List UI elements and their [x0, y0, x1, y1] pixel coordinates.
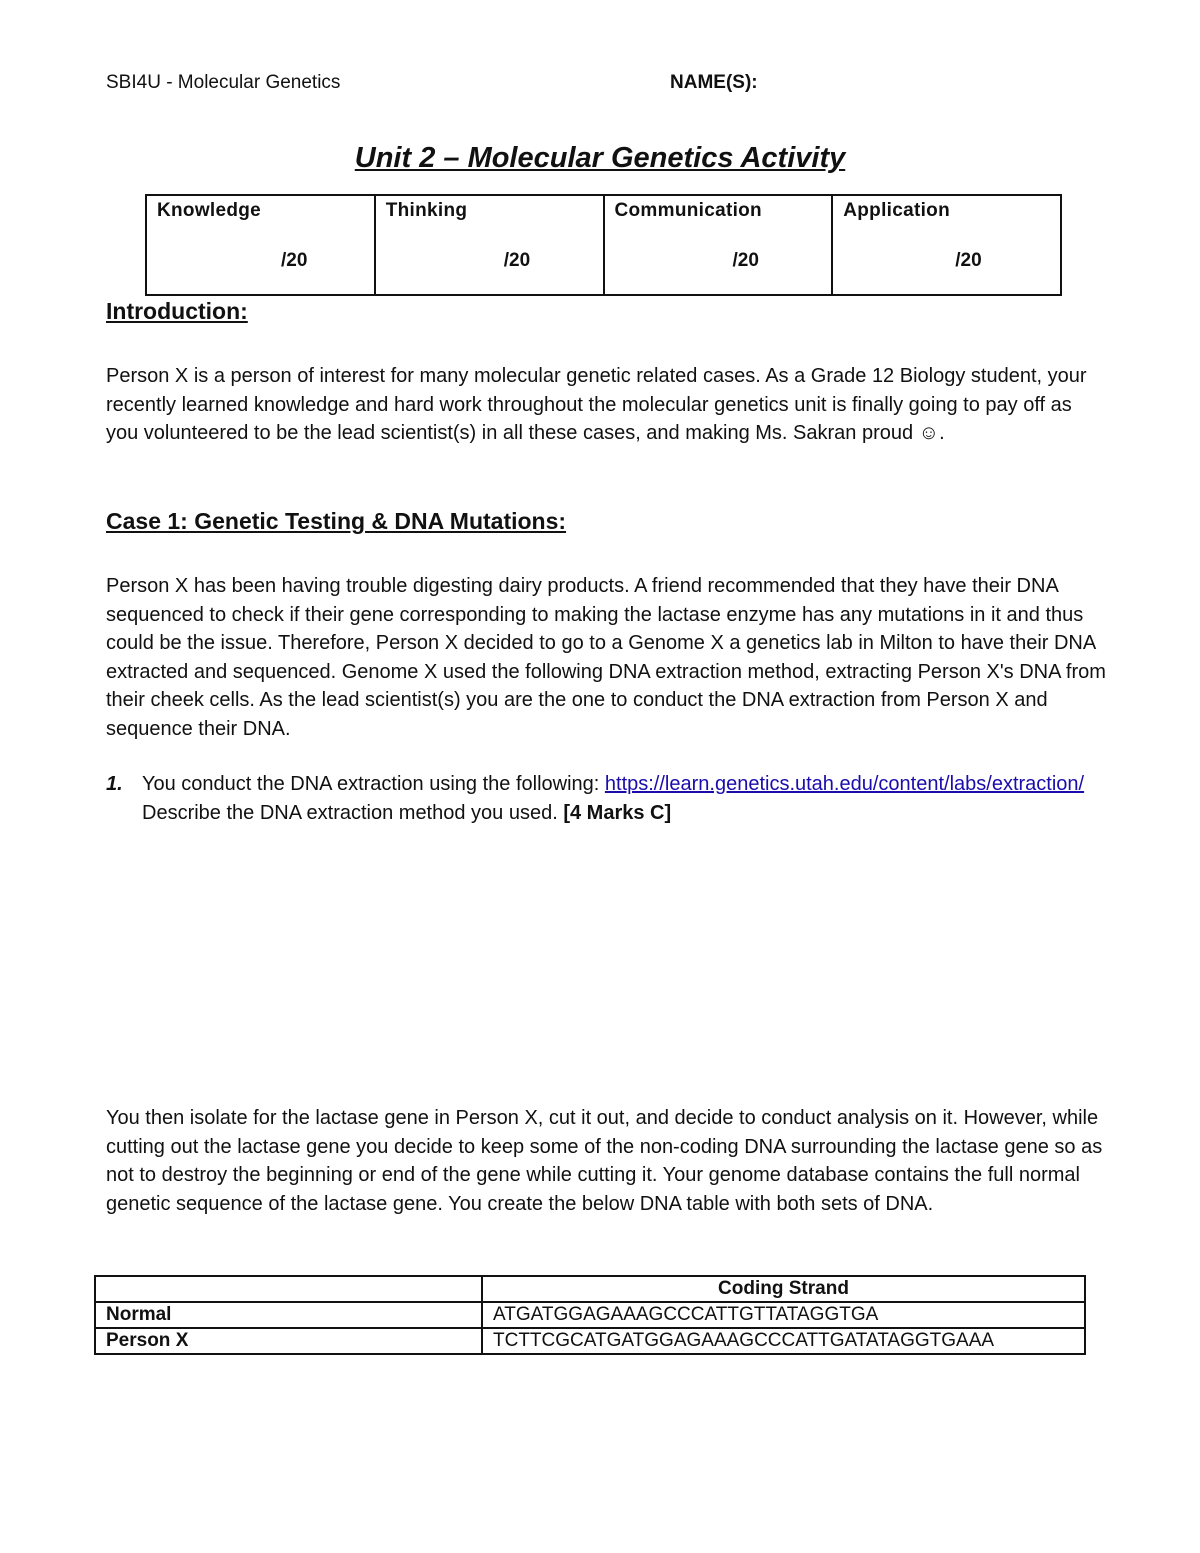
question-text-before: You conduct the DNA extraction using the following: [142, 773, 605, 795]
marks-cell-application [832, 195, 1061, 295]
course-header: SBI4U - Molecular Genetics [106, 72, 341, 93]
case1-heading: Case 1: Genetic Testing & DNA Mutations: [106, 508, 567, 534]
marks-out-of: /20 [281, 250, 308, 271]
marks-out-of: /20 [503, 250, 531, 271]
marks-cell-knowledge [146, 195, 375, 295]
marks-table [145, 194, 1062, 296]
marks-label: Communication [614, 200, 762, 221]
row-label-normal: Normal [95, 1302, 482, 1328]
table-row [95, 1276, 1085, 1302]
marks-cell-communication [604, 195, 833, 295]
marks-out-of: /20 [732, 250, 759, 271]
names-label: NAME(S): [670, 72, 758, 93]
marks-out-of: /20 [955, 250, 982, 271]
marks-label: Thinking [385, 200, 468, 221]
question-marks: [4 Marks C] [563, 801, 672, 824]
introduction-heading: Introduction: [106, 298, 248, 324]
coding-strand-header: Coding Strand [482, 1276, 1085, 1302]
dna-table-corner [95, 1276, 482, 1302]
case1-followup-text: You then isolate for the lactase gene in Person X, cut it out, and decide to conduct analysis on it. However, while cutting out the lactase gene you decide to keep some of the non-coding DNA surrounding the lactase gene so as not to destroy the beginning or end of the gene while cutting it. Your genome database contains the full normal genetic sequence of the lactase gene. You create the below DNA table with both sets of DNA. [106, 1107, 1103, 1215]
question-text-after: Describe the DNA extraction method you used. [142, 801, 564, 824]
dna-table [94, 1275, 1086, 1355]
marks-label: Application [843, 200, 950, 221]
sequence-person-x: TCTTCGCATGATGGAGAAAGCCCATTGATATAGGTGAAA [482, 1328, 1085, 1354]
sequence-normal: ATGATGGAGAAAGCCCATTGTTATAGGTGA [482, 1302, 1085, 1328]
table-row [95, 1328, 1085, 1354]
marks-cell-thinking [375, 195, 604, 295]
extraction-lab-link[interactable]: https://learn.genetics.utah.edu/content/labs/extraction/ [604, 773, 1085, 795]
marks-label: Knowledge [157, 200, 262, 221]
row-label-person-x: Person X [95, 1328, 482, 1354]
introduction-text: Person X is a person of interest for many molecular genetic related cases. As a Grade 12 Biology student, your recently learned knowledge and hard work throughout the molecular genetics unit is finally going to pay off as you volunteered to be the lead scientist(s) in all these cases, and making Ms. Sakran proud ☺. [106, 365, 1087, 444]
case1-text: Person X has been having trouble digesting dairy products. A friend recommended that they have their DNA sequenced to check if their gene corresponding to making the lactase enzyme has any mutations in it and thus could be the issue. Therefore, Person X decided to go to a Genome X a genetics lab in Milton to have their DNA extracted and sequenced. Genome X used the following DNA extraction method, extracting Person X's DNA from their cheek cells. As the lead scientist(s) you are the one to conduct the DNA extraction from Person X and sequence their DNA. [106, 575, 1106, 740]
question-number: 1. [106, 773, 123, 795]
page-title: Unit 2 – Molecular Genetics Activity [354, 142, 846, 174]
table-row [95, 1302, 1085, 1328]
question-1 [142, 770, 1092, 827]
